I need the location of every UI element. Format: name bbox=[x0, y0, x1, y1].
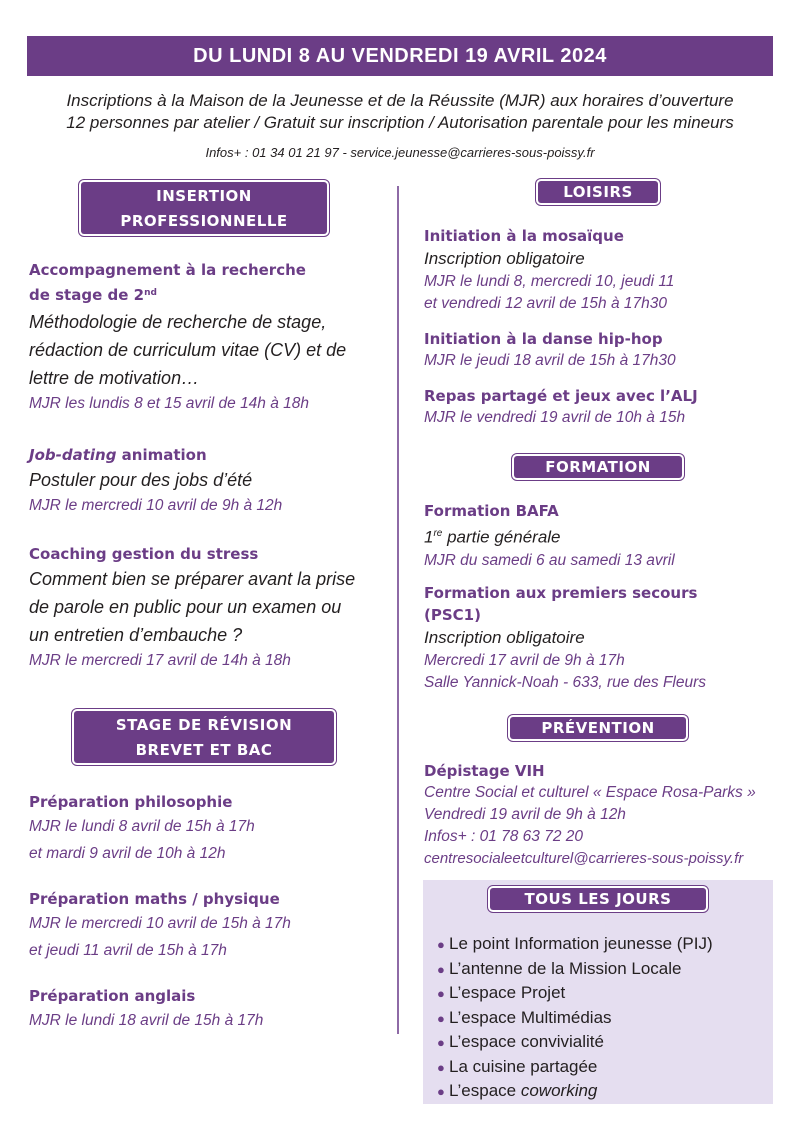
workshop-desc-2: de parole en public pour un examen ou bbox=[29, 597, 342, 617]
workshop-schedule: MJR le mercredi 17 avril de 14h à 18h bbox=[29, 652, 291, 669]
section-title-revision bbox=[74, 711, 334, 763]
workshop-title-line2 bbox=[29, 283, 389, 308]
activity-shared-meal bbox=[424, 385, 794, 429]
intro-line-1: Inscriptions à la Maison de la Jeunesse et de la Réussite (MJR) aux horaires d’ouverture bbox=[66, 91, 734, 110]
section-title-revision-line2: BREVET ET BAC bbox=[135, 741, 273, 759]
workshop-schedule: MJR le mercredi 10 avril de 9h à 12h bbox=[29, 497, 283, 514]
training-title-2: (PSC1) bbox=[424, 606, 481, 624]
workshop-title: Coaching gestion du stress bbox=[29, 545, 259, 563]
section-title-insertion-line1: INSERTION bbox=[156, 187, 252, 205]
workshop-desc-1: Méthodologie de recherche de stage, bbox=[29, 312, 327, 332]
bullet-dot-icon: ● bbox=[437, 937, 445, 952]
workshop-internship-search bbox=[29, 258, 389, 416]
section-title-daily-text: TOUS LES JOURS bbox=[524, 890, 672, 908]
training-title-1: Formation aux premiers secours bbox=[424, 584, 698, 602]
workshop-stress-coaching bbox=[29, 543, 389, 673]
training-schedule: Mercredi 17 avril de 9h à 17h bbox=[424, 652, 625, 669]
section-title-loisirs bbox=[538, 181, 658, 203]
ordinal-suffix: re bbox=[433, 528, 443, 539]
section-title-loisirs-text: LOISIRS bbox=[563, 183, 633, 201]
screening-phone: Infos+ : 01 78 63 72 20 bbox=[424, 828, 584, 845]
workshop-title-rest: animation bbox=[116, 446, 207, 464]
bullet-dot-icon: ● bbox=[437, 1035, 445, 1050]
workshop-english bbox=[29, 985, 389, 1035]
activity-schedule: MJR le jeudi 18 avril de 15h à 17h30 bbox=[424, 352, 676, 369]
daily-services-panel bbox=[423, 880, 773, 1104]
training-desc: Inscription obligatoire bbox=[424, 628, 585, 647]
workshop-schedule: MJR les lundis 8 et 15 avril de 14h à 18h bbox=[29, 395, 310, 412]
workshop-title bbox=[29, 258, 389, 308]
list-item bbox=[437, 932, 713, 957]
section-title-prevention bbox=[510, 717, 686, 739]
activity-title: Initiation à la mosaïque bbox=[424, 227, 624, 245]
list-item-label: L’espace convivialité bbox=[449, 1032, 604, 1051]
list-item-label: L’antenne de la Mission Locale bbox=[449, 958, 682, 978]
section-title-daily bbox=[490, 888, 706, 910]
bullet-dot-icon: ● bbox=[437, 1059, 445, 1075]
workshop-title-em: Job-dating bbox=[29, 446, 117, 464]
workshop-maths-physics bbox=[29, 888, 389, 964]
screening-email: centresocialeetculturel@carrieres-sous-poissy.fr bbox=[424, 850, 744, 867]
bullet-dot-icon: ● bbox=[437, 1010, 445, 1026]
training-first-aid bbox=[424, 582, 784, 694]
workshop-title-line1: Accompagnement à la recherche bbox=[29, 261, 306, 279]
list-item-label: Le point Information jeunesse (PIJ) bbox=[449, 934, 713, 953]
contact-info: Infos+ : 01 34 01 21 97 - service.jeunesse@carrieres-sous-poissy.fr bbox=[205, 145, 595, 160]
workshop-schedule-2: et mardi 9 avril de 10h à 12h bbox=[29, 845, 226, 862]
workshop-desc-3: un entretien d’embauche ? bbox=[29, 625, 243, 645]
workshop-philosophy bbox=[29, 791, 389, 867]
bullet-dot-icon: ● bbox=[437, 1084, 445, 1099]
workshop-desc: Postuler pour des jobs d’été bbox=[29, 470, 253, 490]
list-item bbox=[437, 1055, 713, 1080]
list-item bbox=[437, 981, 713, 1006]
workshop-title: Préparation philosophie bbox=[29, 793, 233, 811]
screening-schedule: Vendredi 19 avril de 9h à 12h bbox=[424, 806, 626, 823]
section-title-formation bbox=[514, 456, 682, 478]
training-desc-rest: partie générale bbox=[442, 527, 561, 547]
activity-desc: Inscription obligatoire bbox=[424, 249, 585, 268]
intro-line-2: 12 personnes par atelier / Gratuit sur inscription / Autorisation parentale pour les mineurs bbox=[66, 113, 734, 132]
section-title-formation-text: FORMATION bbox=[545, 458, 651, 476]
training-desc-num: 1 bbox=[424, 527, 434, 547]
list-item-label: L’espace bbox=[449, 1081, 521, 1100]
daily-services-list bbox=[437, 932, 713, 1104]
list-item-label: L’espace Projet bbox=[449, 983, 566, 1002]
list-item bbox=[437, 1079, 713, 1104]
workshop-title bbox=[29, 444, 389, 466]
list-item-label: L’espace Multimédias bbox=[449, 1007, 612, 1027]
workshop-desc-1: Comment bien se préparer avant la prise bbox=[29, 569, 356, 589]
list-item bbox=[437, 1030, 713, 1055]
activity-schedule-1: MJR le lundi 8, mercredi 10, jeudi 11 bbox=[424, 273, 675, 290]
screening-place: Centre Social et culturel « Espace Rosa-Parks » bbox=[424, 784, 756, 801]
workshop-schedule-1: MJR le mercredi 10 avril de 15h à 17h bbox=[29, 915, 291, 932]
screening-title: Dépistage VIH bbox=[424, 762, 545, 780]
workshop-title-text: de stage de 2 bbox=[29, 286, 145, 304]
section-title-prevention-text: PRÉVENTION bbox=[541, 719, 655, 737]
activity-mosaic bbox=[424, 225, 784, 315]
ordinal-suffix: nd bbox=[144, 288, 157, 298]
list-item bbox=[437, 1006, 713, 1031]
training-title: Formation BAFA bbox=[424, 502, 559, 520]
hiv-screening bbox=[424, 760, 794, 870]
activity-hip-hop bbox=[424, 328, 784, 372]
workshop-title: Préparation maths / physique bbox=[29, 890, 280, 908]
training-schedule: MJR du samedi 6 au samedi 13 avril bbox=[424, 551, 675, 569]
training-desc bbox=[424, 522, 784, 550]
workshop-desc-2: rédaction de curriculum vitae (CV) et de bbox=[29, 340, 347, 360]
workshop-title: Préparation anglais bbox=[29, 987, 196, 1005]
workshop-schedule-1: MJR le lundi 8 avril de 15h à 17h bbox=[29, 818, 255, 835]
activity-schedule-2: et vendredi 12 avril de 15h à 17h30 bbox=[424, 295, 668, 312]
workshop-job-dating bbox=[29, 444, 389, 518]
list-item-label-em: coworking bbox=[520, 1081, 598, 1100]
list-item bbox=[437, 957, 713, 982]
date-banner: DU LUNDI 8 AU VENDREDI 19 AVRIL 2024 bbox=[27, 36, 773, 76]
training-location: Salle Yannick-Noah - 633, rue des Fleurs bbox=[424, 674, 707, 691]
section-title-revision-line1: STAGE DE RÉVISION bbox=[115, 716, 293, 734]
column-divider bbox=[397, 186, 399, 1034]
bullet-dot-icon: ● bbox=[437, 986, 445, 1001]
activity-title: Initiation à la danse hip-hop bbox=[424, 330, 663, 348]
section-title-insertion-line2: PROFESSIONNELLE bbox=[120, 212, 288, 230]
workshop-schedule-2: et jeudi 11 avril de 15h à 17h bbox=[29, 942, 227, 959]
bullet-dot-icon: ● bbox=[437, 961, 445, 977]
section-title-insertion bbox=[81, 182, 327, 234]
list-item-label: La cuisine partagée bbox=[449, 1056, 598, 1076]
workshop-schedule-1: MJR le lundi 18 avril de 15h à 17h bbox=[29, 1012, 264, 1029]
activity-title: Repas partagé et jeux avec l’ALJ bbox=[424, 387, 698, 405]
training-bafa bbox=[424, 500, 784, 572]
activity-schedule: MJR le vendredi 19 avril de 10h à 15h bbox=[424, 409, 686, 426]
workshop-desc-3: lettre de motivation… bbox=[29, 368, 200, 388]
